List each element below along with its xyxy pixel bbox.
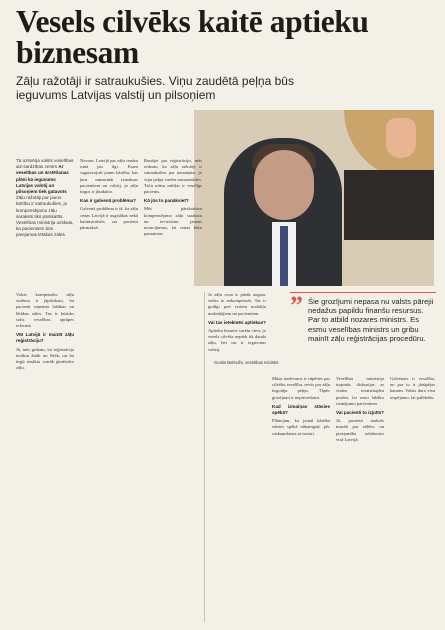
quote-mark-icon: ” xyxy=(290,291,303,320)
minister-photo xyxy=(194,110,434,286)
person-face xyxy=(254,150,314,220)
col4-question: Vai tas ietekmēs aptiekas? xyxy=(208,319,266,325)
background-shelf xyxy=(344,170,434,240)
intro-column xyxy=(16,158,74,239)
col6-question: Vai pacienti to izjutīs? xyxy=(336,410,384,416)
col6-answer: Jā, pacienti maksās mazāk par zālēm, un pieejamība uzlabosies visā Latvijā. xyxy=(336,418,384,442)
col3-question: Kā jūs to panāksiet? xyxy=(144,198,189,204)
text-column-4 xyxy=(208,292,266,353)
text-column-2 xyxy=(80,158,138,231)
article-headline: Vesels cilvēks kaitē aptieku biznesam xyxy=(16,4,369,70)
col3-answer: Mēs pārskatīsim kompensējamo zāļu sarakstu un ieviesīsim jaunus nosacījumus, lai cenas būtu pamatotas. xyxy=(144,206,202,237)
col7-text: Galvenais ir veselība, un par to ir jārūpējas katram. Valsts dara visu iespējamo, lai palīdzētu. xyxy=(390,376,435,400)
text-column-3 xyxy=(144,158,202,237)
col5-text: Mūsu uzdevums ir rūpēties par cilvēku veselību, nevis par zāļu tirgotāju peļņu. Tāpēc grozījumi ir nepieciešami. xyxy=(272,376,330,400)
col2-question: Kas ir galvenā problēma? xyxy=(80,198,136,204)
text-column-6 xyxy=(336,376,384,443)
col5-question: Kad izmaiņas stāsies spēkā? xyxy=(272,403,330,416)
col1-answer: Jā, mēs gribam, lai reģistrācija notiktu ātrāk un lētāk, un lai tirgū ienāktu vairāk ģenērisko zāļu. xyxy=(16,346,74,371)
column-divider xyxy=(204,292,205,622)
col3-text: Runājot par reģistrāciju, mēs redzam, ka zāļu ražotāji ir satraukušies par izmaiņām, jo viņu peļņa varētu samazināties. Taču mūsu mērķis ir veselīgs pacients. xyxy=(144,158,202,195)
col5-answer: Plānojam, ka jaunā kārtība stāsies spēkā nākamgad, pēc saskaņošanas ar nozari. xyxy=(272,418,330,436)
article-subhead: Zāļu ražotāji ir satraukušies. Viņu zaudētā peļņa būs ieguvums Latvijas valstij un pilsoņiem xyxy=(16,74,294,102)
col2-answer: Galvenā problēma ir tā, ka zāļu cenas Latvijā ir augstākas nekā kaimiņvalstīs, un pacienti pārmaksā. xyxy=(80,206,138,231)
pull-quote xyxy=(290,292,436,359)
intro-lead: Tā uzsvērja valsts veselības aiz-sardzības centrs xyxy=(16,158,74,170)
intro-text: Zāļu ražotāji par jauno kārtību ir satraukušies, jo kompensējamo zāļu saraksts tiks pārskatīts. Veselības ministrija uzskata, ka pacientiem būs pieejamas lētākas zāles. xyxy=(16,195,74,238)
col1-question: VM Latvijā ir mainīt zāļu reģistrāciju? xyxy=(16,332,74,344)
text-column-7 xyxy=(390,376,435,401)
pull-quote-text: Šie grozījumi nepasa nu valsts pārejii nedažus papildu finanšu resursus. Par to atbild nozares ministrs. Es esmu veselības ministrs un gribu mainīt zāļu reģistrācijas procedūru. xyxy=(308,297,434,343)
raised-hand-shape xyxy=(386,118,416,158)
person-tie xyxy=(280,226,288,286)
col4-text: Ja zāļu cena ir pārāk augsta, valsts to nekompensēs. Tas ir godīgi pret visiem nodokļu maksātājiem un pacientiem. xyxy=(208,292,266,316)
col6-text: Veselības ministrija turpinās diskusijas ar visām iesaistītajām pusēm, lai rastu labāko risinājumu pacientiem. xyxy=(336,376,384,406)
photo-caption: Guntis Belēvičs, veselības ministrs xyxy=(214,360,279,365)
intro-bold: Ar veselības un ārstēšanas plāni kā ieguvums Latvijas valstij un pilsoņiem tiek gatavots xyxy=(16,164,69,195)
col2-text: Nevaru. Latvijā par zāļu cenām runā jau ilgi. Esam sagatavojuši jaunu kārtību, kas ļaus samazināt izmaksas pacientiem un valstij, jo zāļu tirgus ir jāsakārto. xyxy=(80,158,138,195)
text-column-5 xyxy=(272,376,330,437)
text-column-1 xyxy=(16,292,74,371)
col4-answer: Aptieku bizness varētu ciest, jo vesels cilvēks nepērk tik daudz zāļu, bet tas ir ieguvums valstij. xyxy=(208,328,266,352)
col1-text: Valsts kompensēto zāļu sistēma ir jāpārskata, lai pacienti saņemtu labākas un lētākas zāles. Tas ir būtisks solis veselības aprūpes reformā. xyxy=(16,292,74,329)
